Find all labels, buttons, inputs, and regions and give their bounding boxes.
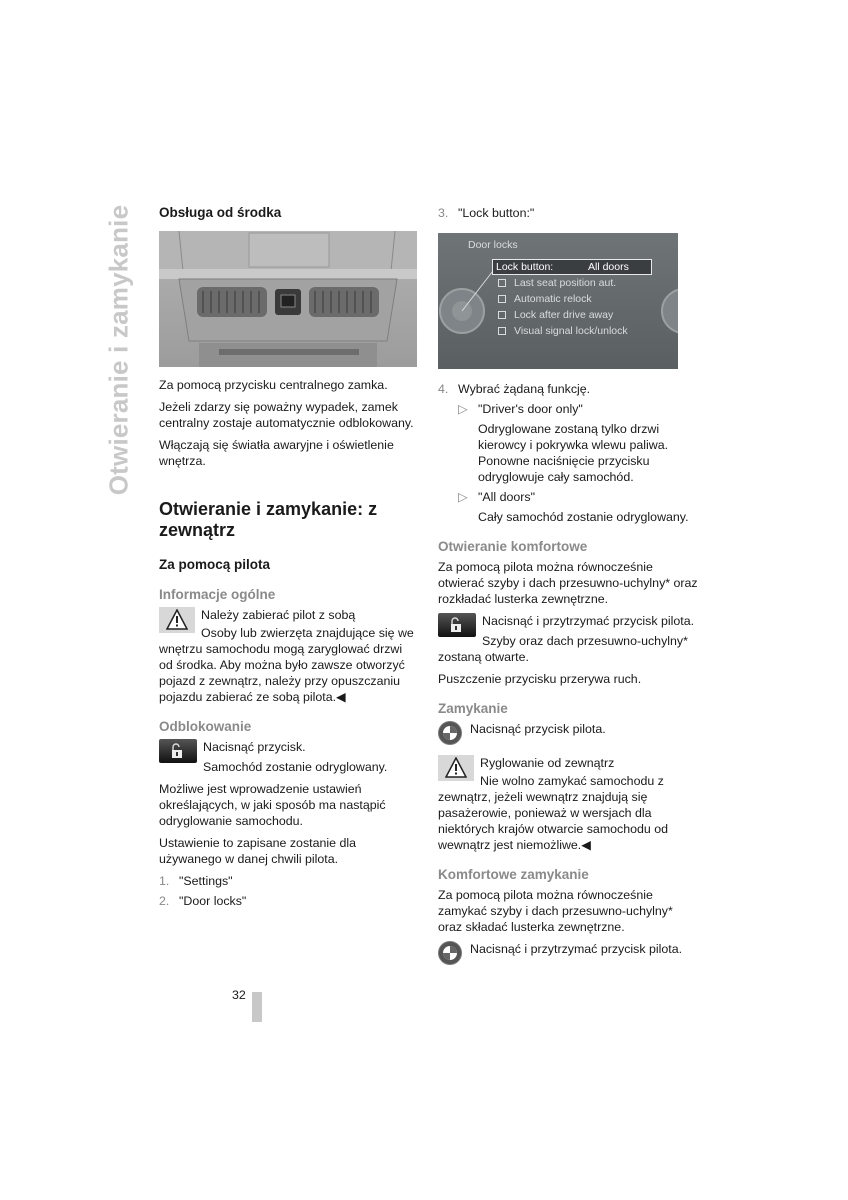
warning-text: Nie wolno zamykać samochodu z zewnątrz, jeżeli wewnątrz znajdują się pasażerowie, ponieważ w wersjach dla niektórych krajów otwarcie samochodu od wewnątrz jest niemożliwe.◀: [438, 774, 669, 852]
list-text: "Door locks": [179, 894, 247, 908]
bmw-key-icon: [438, 721, 462, 745]
comfort-open-step: Nacisnąć i przytrzymać przycisk pilota.: [482, 614, 695, 628]
list-number: 2.: [159, 894, 170, 908]
paragraph: Puszczenie przycisku przerywa ruch.: [438, 672, 642, 686]
selector-label: Lock button:: [496, 261, 554, 273]
checkbox-icon: [498, 327, 506, 335]
paragraph: Możliwe jest wprowadzenie ustawień określających, w jaki sposób ma nastąpić odryglowanie samochodu.: [159, 782, 386, 828]
checkbox-icon: [498, 311, 506, 319]
warning-text: Osoby lub zwierzęta znajdujące się we wnętrzu samochodu mogą zaryglować drzwi od środka. Aby można było zawsze otworzyć pojazd z zewnątrz, należy przy opuszczaniu pojazdu zabierać ze sobą pilota.◀: [159, 626, 414, 704]
list-item: [159, 873, 419, 889]
list-number: 4.: [438, 382, 449, 396]
heading-comfort-open: Otwieranie komfortowe: [438, 539, 588, 554]
menu-item: Visual signal lock/unlock: [498, 323, 628, 339]
menu-item: Lock after drive away: [498, 307, 613, 323]
section-heading: Otwieranie i zamykanie: z zewnątrz: [159, 499, 378, 540]
heading-center: Obsługa od środka: [159, 205, 282, 220]
page-number: 32: [232, 988, 246, 1002]
bmw-key-icon: [438, 941, 462, 965]
paragraph: Za pomocą pilota można równocześnie otwierać szyby i dach przesuwno-uchylny* oraz rozkładać lusterka zewnętrzne.: [438, 560, 698, 606]
unlock-step: Nacisnąć przycisk.: [203, 740, 306, 754]
list-text: Wybrać żądaną funkcję.: [458, 382, 591, 396]
menu-item: Automatic relock: [498, 291, 592, 307]
list-item: [438, 381, 700, 397]
paragraph: Włączają się światła awaryjne i oświetlenie wnętrza.: [159, 438, 394, 468]
side-tab-label: Otwieranie i zamykanie: [103, 204, 134, 496]
option-text: Odryglowane zostaną tylko drzwi kierowcy i pokrywka wlewu paliwa. Ponowne naciśnięcie przycisku odryglowuje cały samochód.: [478, 422, 669, 484]
dashboard-photo: [159, 231, 417, 367]
heading-unlock: Odblokowanie: [159, 719, 252, 734]
checkbox-icon: [498, 295, 506, 303]
side-tab: [103, 200, 135, 500]
warning-title: Ryglowanie od zewnątrz: [480, 756, 615, 770]
option-label: "All doors": [478, 490, 536, 504]
paragraph: Za pomocą przycisku centralnego zamka.: [159, 378, 388, 392]
paragraph: Za pomocą pilota można równocześnie zamykać szyby i dach przesuwno-uchylny* oraz składać lusterka zewnętrzne.: [438, 888, 673, 934]
unlock-key-icon: [438, 613, 476, 637]
subsection-heading: Za pomocą pilota: [159, 557, 271, 572]
warning-title: Należy zabierać pilot z sobą: [201, 608, 356, 622]
heading-general-info: Informacje ogólne: [159, 587, 276, 602]
menu-item: Last seat position aut.: [498, 275, 616, 291]
heading-lock: Zamykanie: [438, 701, 508, 716]
screen-title: Door locks: [468, 239, 518, 251]
heading-comfort-close: Komfortowe zamykanie: [438, 867, 589, 882]
option-text: Cały samochód zostanie odryglowany.: [478, 510, 689, 524]
right-column: [438, 205, 700, 965]
triangle-bullet-icon: ▷: [458, 402, 468, 416]
unlock-key-icon: [159, 739, 197, 763]
list-item: [159, 893, 419, 909]
comfort-close-step: Nacisnąć i przytrzymać przycisk pilota.: [470, 942, 683, 956]
option-label: "Driver's door only": [478, 402, 583, 416]
list-text: "Lock button:": [458, 206, 535, 220]
list-number: 3.: [438, 206, 449, 220]
left-column: [159, 205, 419, 915]
option-item: [438, 489, 700, 505]
warning-icon: [159, 607, 195, 633]
paragraph: Jeżeli zdarzy się poważny wypadek, zamek centralny zostaje automatycznie odblokowany.: [159, 400, 414, 430]
list-item: [438, 205, 700, 221]
lock-step: Nacisnąć przycisk pilota.: [470, 722, 606, 736]
page-marker-bar: [252, 992, 262, 1022]
unlock-result: Samochód zostanie odryglowany.: [203, 760, 388, 774]
paragraph: Ustawienie to zapisane zostanie dla używanego w danej chwili pilota.: [159, 836, 356, 866]
comfort-open-result: Szyby oraz dach przesuwno-uchylny* zostaną otwarte.: [438, 634, 688, 664]
list-number: 1.: [159, 874, 170, 888]
option-item: [438, 401, 700, 417]
list-text: "Settings": [179, 874, 233, 888]
warning-icon: [438, 755, 474, 781]
idrive-screen: [438, 233, 678, 369]
checkbox-icon: [498, 279, 506, 287]
selector-value: All doors: [588, 261, 629, 273]
triangle-bullet-icon: ▷: [458, 490, 468, 504]
